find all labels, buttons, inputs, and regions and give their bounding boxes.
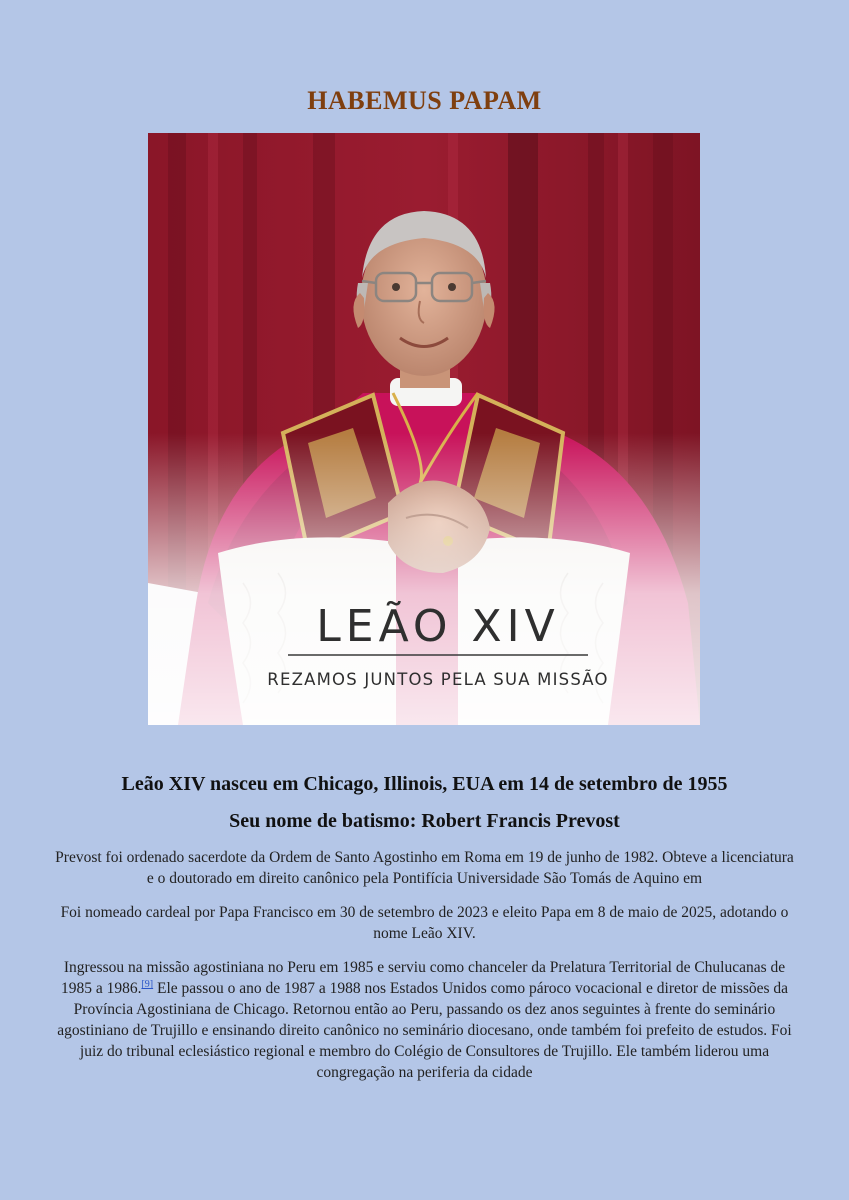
page-title: HABEMUS PAPAM <box>307 86 542 115</box>
baptism-name-heading: Seu nome de batismo: Robert Francis Prevost <box>229 810 620 832</box>
birth-heading: Leão XIV nasceu em Chicago, Illinois, EUA em 14 de setembro de 1955 <box>121 773 728 795</box>
cardinal-paragraph: Foi nomeado cardeal por Papa Francisco em 30 de setembro de 2023 e eleito Papa em 8 de maio de 2025, adotando o nome Leão XIV. <box>60 904 789 942</box>
peru-mission-paragraph <box>50 957 799 1083</box>
ordination-paragraph: Prevost foi ordenado sacerdote da Ordem de Santo Agostinho em Roma em 19 de junho de 1982. Obteve a licenciatura e o doutorado em direito canônico pela Pontifícia Universidade São Tomás de Aquino em <box>55 849 794 887</box>
reference-link[interactable]: [9] <box>141 978 154 990</box>
peru-mission-text-2: Ele passou o ano de 1987 a 1988 nos Estados Unidos como pároco vocacional e diretor de missões da Província Agostiniana de Chicago. Retornou então ao Peru, passando os dez anos seguintes à frente do seminário agostiniano de Trujillo e ensinando direito canônico no seminário diocesano, onde também foi prefeito de estudos. Foi juiz do tribunal eclesiástico regional e membro do Colégio de Consultores de Trujillo. Ele também liderou uma congregação na periferia da cidade <box>57 980 792 1081</box>
pope-portrait <box>148 133 700 725</box>
overlay-caption: REZAMOS JUNTOS PELA SUA MISSÃO <box>267 670 609 689</box>
pope-portrait-illustration <box>148 133 700 725</box>
overlay-name: LEÃO XIV <box>316 601 560 652</box>
peru-mission-text-1: Ingressou na missão agostiniana no Peru em 1985 e serviu como chanceler da Prelatura Territorial de Chulucanas de 1985 a 1986. <box>60 959 786 997</box>
